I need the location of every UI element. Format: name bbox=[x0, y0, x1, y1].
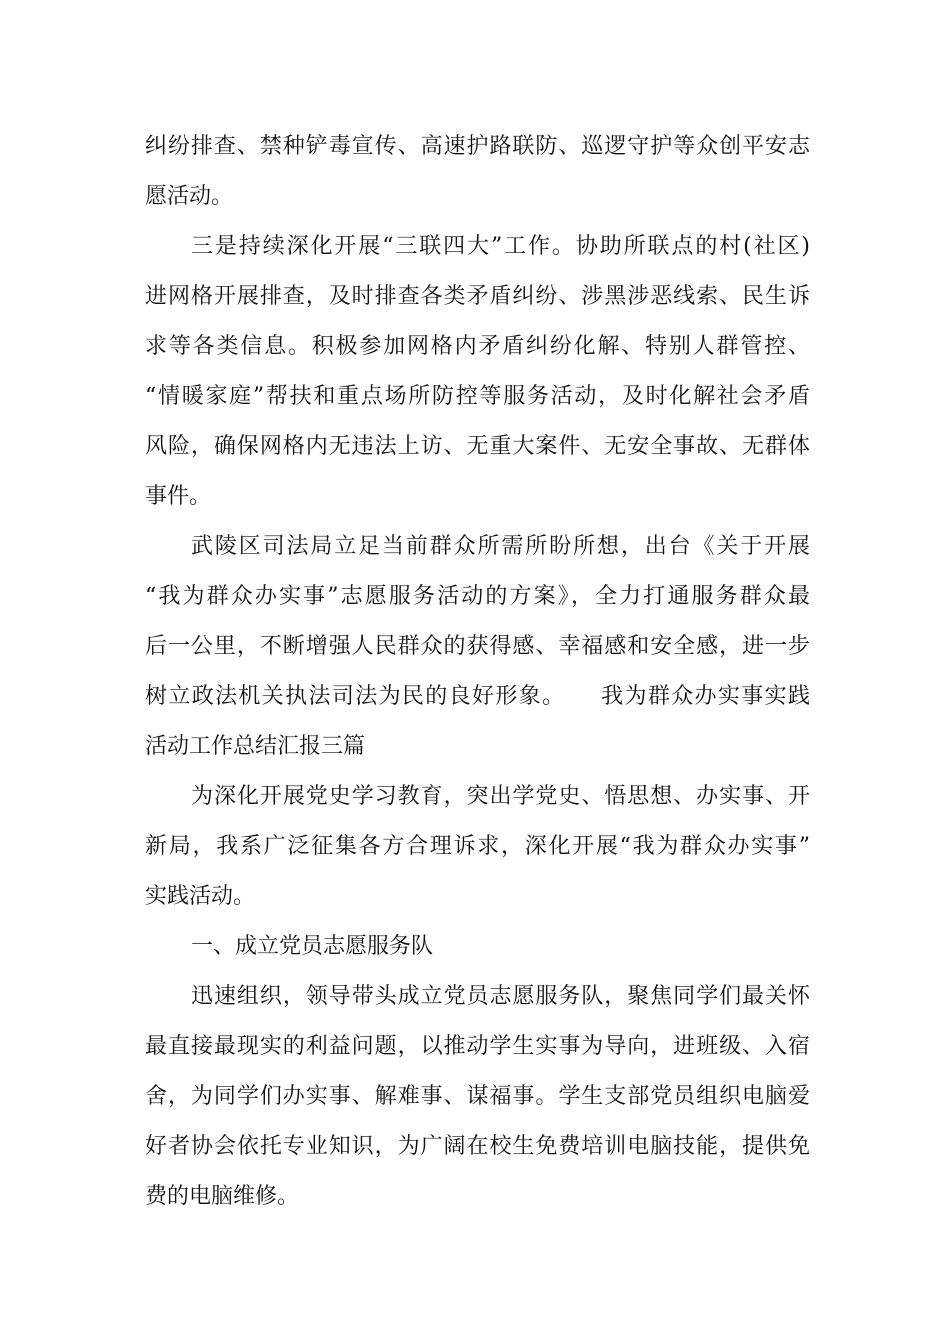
document-body bbox=[145, 122, 810, 1222]
text-line: 求等各类信息。积极参加网格内矛盾纠纷化解、特别人群管控、 bbox=[145, 334, 810, 359]
text-line: 事件。 bbox=[145, 484, 212, 509]
text-line: 为深化开展党史学习教育，突出学党史、悟思想、办实事、开 bbox=[191, 784, 810, 809]
text-line: 费的电脑维修。 bbox=[145, 1184, 300, 1209]
text-line: 武陵区司法局立足当前群众所需所盼所想，出台《关于开展 bbox=[191, 534, 810, 559]
text-line: 新局，我系广泛征集各方合理诉求，深化开展“我为群众办实事” bbox=[145, 834, 810, 859]
text-line: 愿活动。 bbox=[145, 184, 234, 209]
text-line: 风险，确保网格内无违法上访、无重大案件、无安全事故、无群体 bbox=[145, 434, 810, 459]
text-line: 三是持续深化开展“三联四大”工作。协助所联点的村(社区) bbox=[191, 234, 810, 259]
text-line: 迅速组织，领导带头成立党员志愿服务队，聚焦同学们最关怀 bbox=[191, 984, 810, 1009]
text-line: 进网格开展排查，及时排查各类矛盾纠纷、涉黑涉恶线索、民生诉 bbox=[145, 284, 810, 309]
text-line: 后一公里，不断增强人民群众的获得感、幸福感和安全感，进一步 bbox=[145, 634, 810, 659]
text-line: 纠纷排查、禁种铲毒宣传、高速护路联防、巡逻守护等众创平安志 bbox=[145, 134, 810, 159]
text-line: 实践活动。 bbox=[145, 884, 256, 909]
text-line: 舍，为同学们办实事、解难事、谋福事。学生支部党员组织电脑爱 bbox=[145, 1084, 810, 1109]
text-line: 好者协会依托专业知识，为广阔在校生免费培训电脑技能，提供免 bbox=[145, 1134, 810, 1159]
section-heading: 一、成立党员志愿服务队 bbox=[191, 934, 434, 959]
text-line: “情暖家庭”帮扶和重点场所防控等服务活动，及时化解社会矛盾 bbox=[145, 384, 810, 409]
text-line: 活动工作总结汇报三篇 bbox=[145, 734, 366, 759]
text-line: 最直接最现实的利益问题，以推动学生实事为导向，进班级、入宿 bbox=[145, 1034, 810, 1059]
text-line: 树立政法机关执法司法为民的良好形象。 我为群众办实事实践 bbox=[145, 684, 810, 709]
text-line: “我为群众办实事”志愿服务活动的方案》，全力打通服务群众最 bbox=[145, 584, 810, 609]
